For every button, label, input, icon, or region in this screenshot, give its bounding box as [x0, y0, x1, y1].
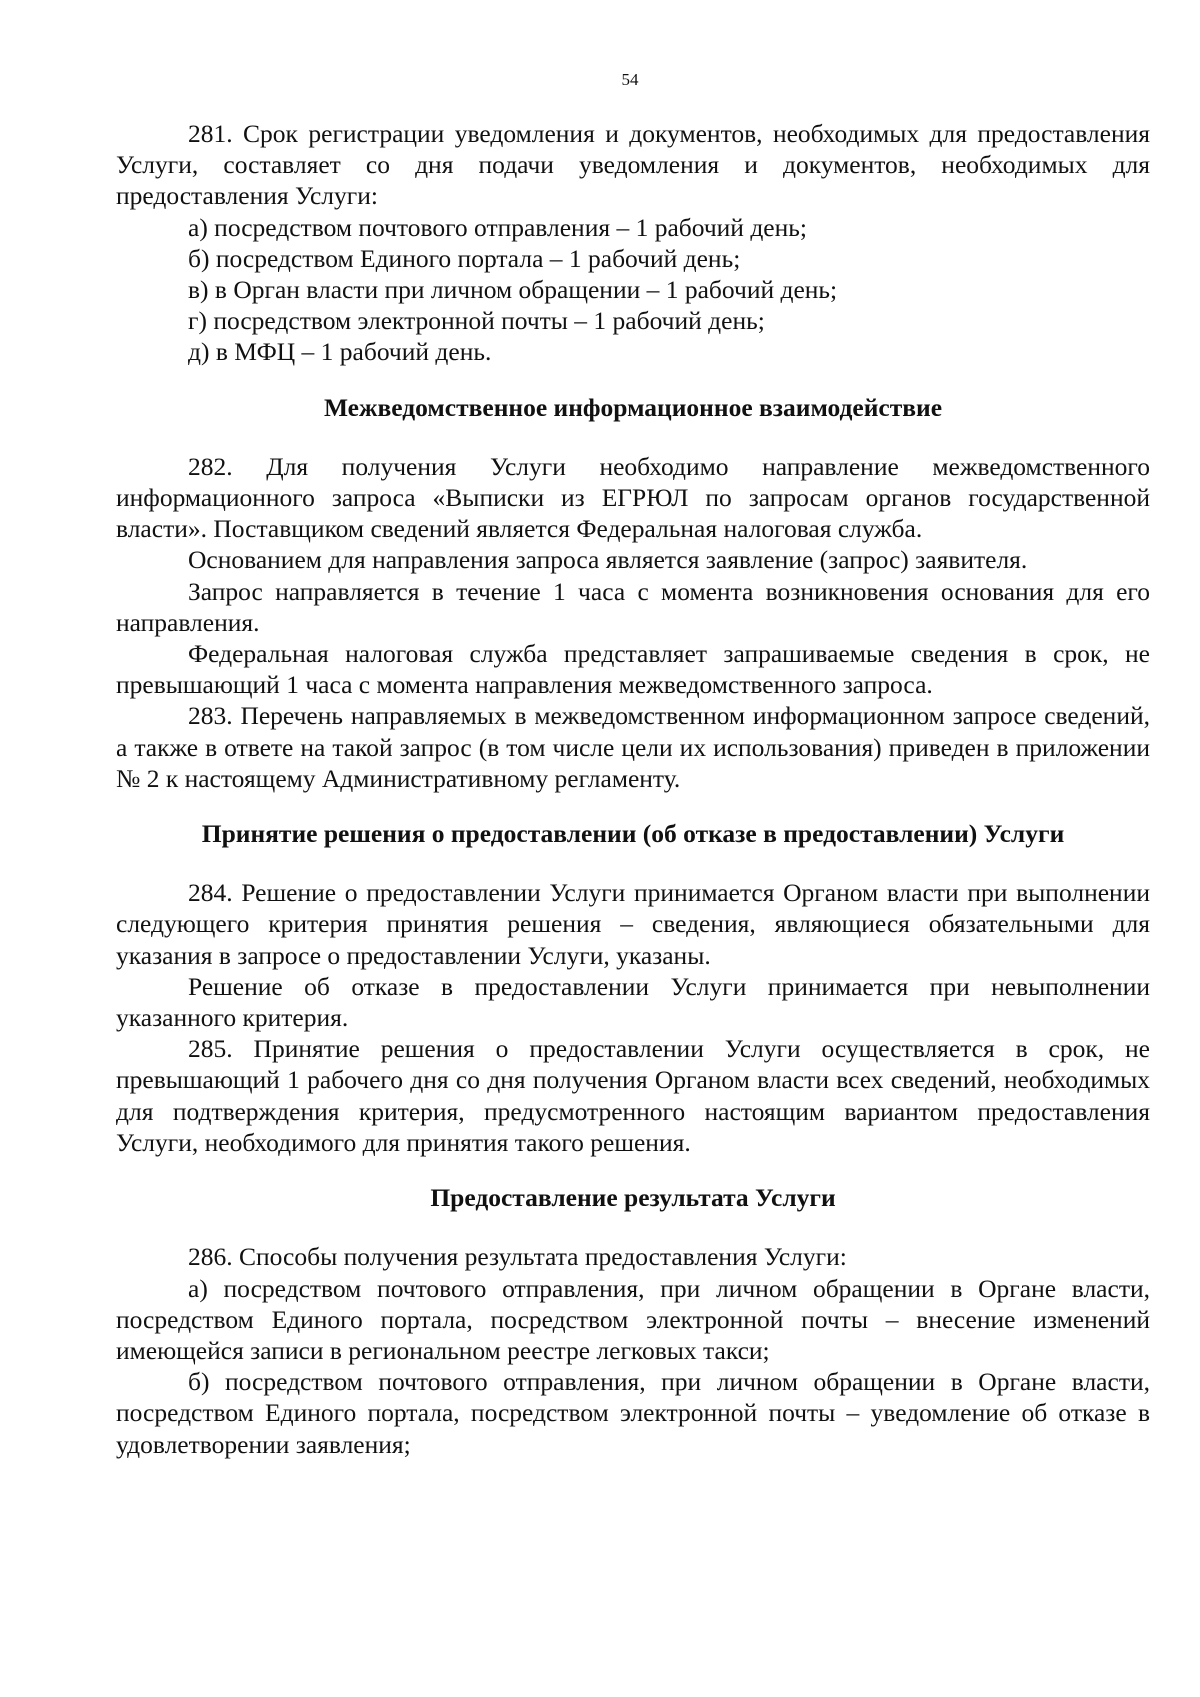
list-item-281-e: д) в МФЦ – 1 рабочий день.: [188, 337, 492, 367]
list-item-281-b: б) посредством Единого портала – 1 рабочий день;: [188, 243, 741, 273]
heading-decision: Принятие решения о предоставлении (об отказе в предоставлении) Услуги: [201, 819, 1065, 849]
paragraph-286-b: б) посредством почтового отправления, при личном обращении в Органе власти, посредством Единого портала, посредством электронной почты – уведомление об отказе в удовлетворении заявления;: [116, 1367, 1150, 1459]
paragraph-282-timing: Запрос направляется в течение 1 часа с момента возникновения основания для его направления.: [116, 576, 1150, 637]
paragraph-283: 283. Перечень направляемых в межведомственном информационном запросе сведений, а также в ответе на такой запрос (в том числе цели их использования) приведен в приложении № 2 к настоящему Административному регламенту.: [116, 701, 1150, 793]
heading-interagency: Межведомственное информационное взаимодействие: [323, 392, 943, 422]
paragraph-286-a: а) посредством почтового отправления, при личном обращении в Органе власти, посредством Единого портала, посредством электронной почты – внесение изменений имеющейся записи в региональном реестре легковых такси;: [116, 1273, 1150, 1365]
paragraph-282-response: Федеральная налоговая служба представляет запрашиваемые сведения в срок, не превышающий 1 часа с момента направления межведомственного запроса.: [116, 639, 1150, 700]
list-item-281-d: г) посредством электронной почты – 1 рабочий день;: [188, 306, 765, 336]
page-number: 54: [621, 70, 639, 89]
document-body: [116, 118, 1150, 1460]
paragraph-285: 285. Принятие решения о предоставлении Услуги осуществляется в срок, не превышающий 1 рабочего дня со дня получения Органом власти всех сведений, необходимых для подтверждения критерия, предусмотренного настоящим вариантом предоставления Услуги, необходимого для принятия такого решения.: [116, 1034, 1150, 1157]
paragraph-281: 281. Срок регистрации уведомления и документов, необходимых для предоставления Услуги, составляет со дня подачи уведомления и документов, необходимых для предоставления Услуги:: [116, 119, 1150, 211]
paragraph-282: 282. Для получения Услуги необходимо направление межведомственного информационного запроса «Выписки из ЕГРЮЛ по запросам органов государственной власти». Поставщиком сведений является Федеральная налоговая служба.: [116, 451, 1150, 544]
heading-result: Предоставление результата Услуги: [430, 1183, 836, 1213]
list-item-281-c: в) в Орган власти при личном обращении – 1 рабочий день;: [188, 275, 838, 305]
paragraph-284: 284. Решение о предоставлении Услуги принимается Органом власти при выполнении следующего критерия принятия решения – сведения, являющиеся обязательными для указания в запросе о предоставлении Услуги, указаны.: [116, 878, 1150, 970]
paragraph-286: 286. Способы получения результата предоставления Услуги:: [188, 1242, 847, 1272]
list-item-281-a: а) посредством почтового отправления – 1 рабочий день;: [188, 212, 807, 242]
paragraph-284-refusal: Решение об отказе в предоставлении Услуги принимается при невыполнении указанного критерия.: [116, 971, 1150, 1033]
paragraph-282-basis: Основанием для направления запроса является заявление (запрос) заявителя.: [188, 545, 1028, 575]
